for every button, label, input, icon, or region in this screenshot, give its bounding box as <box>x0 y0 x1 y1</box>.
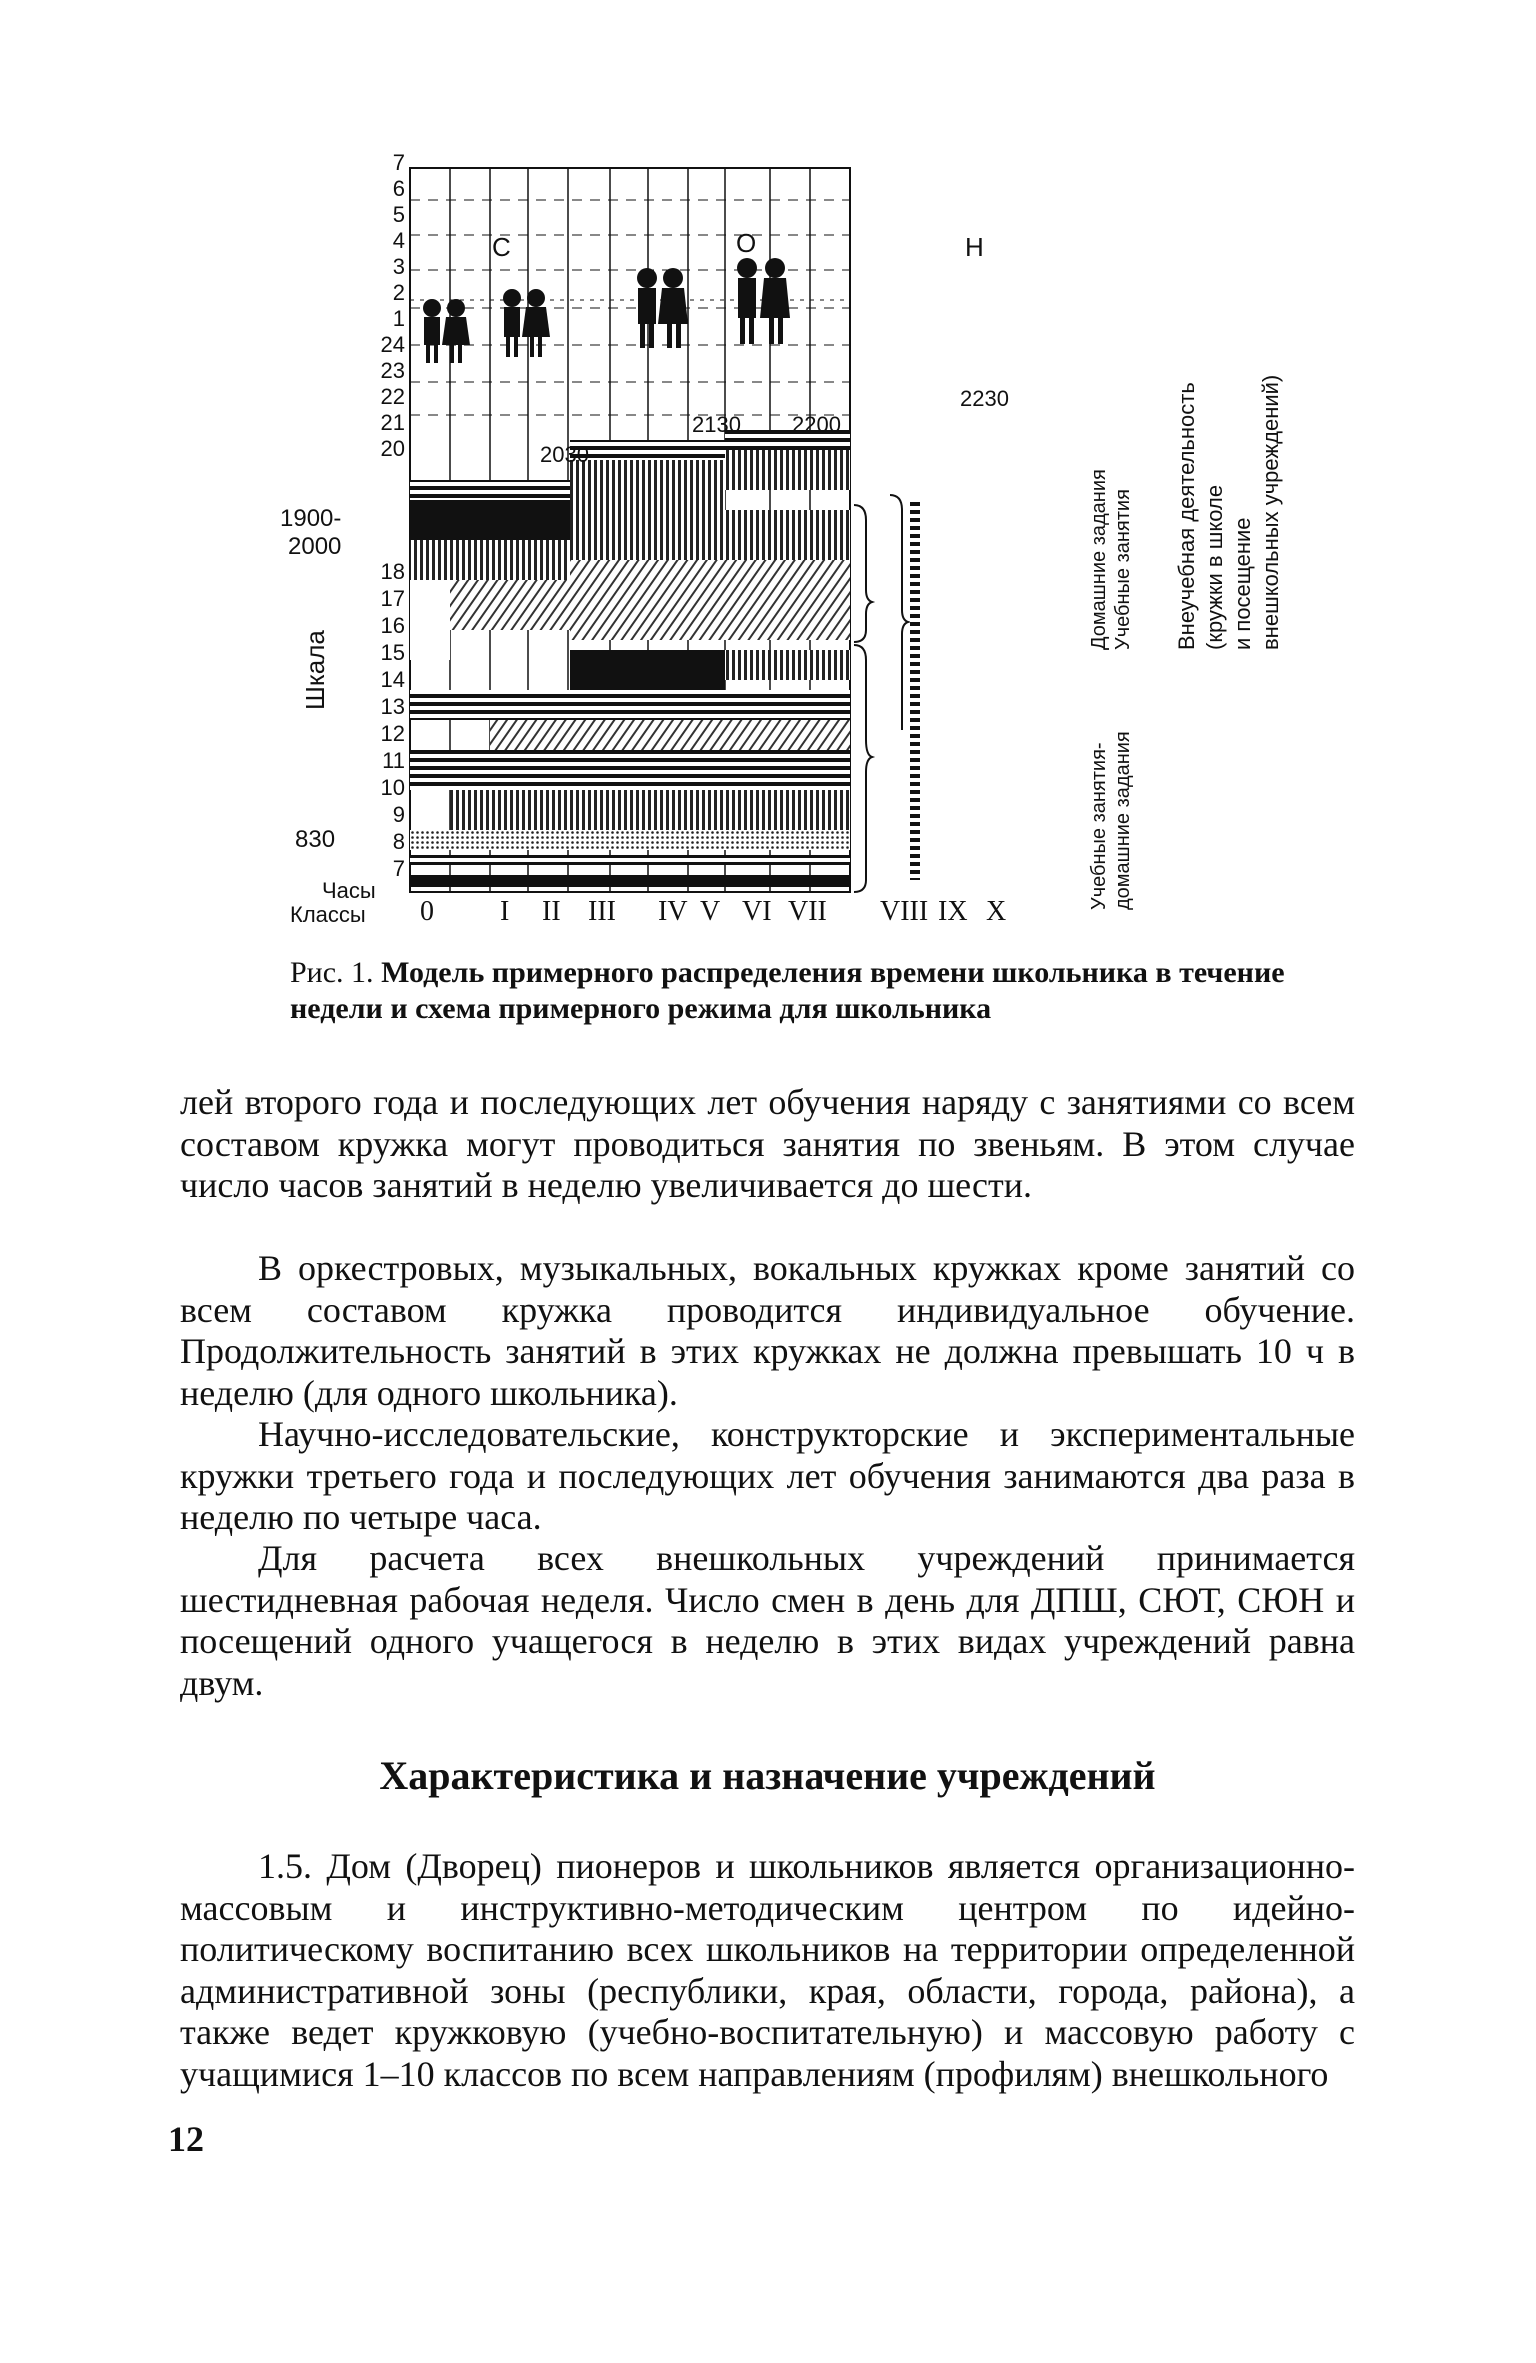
section-heading: Характеристика и назначение учреждений <box>379 1753 1156 1798</box>
y-axis-top <box>375 150 405 462</box>
tick-label: 5 <box>392 202 405 227</box>
class-label: V <box>700 896 721 927</box>
tick-label: 12 <box>380 721 405 746</box>
caption-text: Модель примерного распределения времени школьника в течение недели и схема примерного режима для школьника <box>290 956 1285 1025</box>
tick-label: 7 <box>392 150 405 175</box>
scale-label: Шкала <box>300 630 330 710</box>
figure <box>270 150 1300 950</box>
child-pair-icon <box>637 268 688 348</box>
children-icons <box>423 258 790 363</box>
class-label: X <box>986 896 1007 927</box>
tick-label: 11 <box>382 748 405 773</box>
tick-label: 22 <box>380 384 405 409</box>
class-label: 0 <box>420 896 434 927</box>
side-label-extra: и посещение <box>1230 517 1255 650</box>
bedtime-label: 2030 <box>540 442 589 467</box>
page-number: 12 <box>168 2119 204 2159</box>
section-paragraph: 1.5. Дом (Дворец) пионеров и школьников является организационно-массовым и инструктивно-методическим центром по идейно-политическому воспитанию всех школьников на территории определенной административной зоны (республики, края, области, города, района), а также ведет кружковую (учебно-воспитательную) и массовую работу с учащимися 1–10 классов по всем направлениям (профилям) внешкольного <box>180 1846 1355 2094</box>
bedtime-label: 2230 <box>960 386 1009 411</box>
paragraph: Для расчета всех внешкольных учреждений принимается шестидневная рабочая неделя. Число смен в день для ДПШ, СЮТ, СЮН и посещений одного учащегося в неделю в этих видах учреждений равна двум. <box>180 1538 1355 1703</box>
bedtime-label: 2130 <box>692 412 741 437</box>
class-label: VI <box>742 896 772 927</box>
caption-lead: Рис. 1. <box>290 956 374 989</box>
side-bar <box>910 500 920 880</box>
tick-label: 9 <box>392 802 405 827</box>
school-band <box>410 650 850 887</box>
class-label: IV <box>658 896 688 927</box>
side-label-lessons: Учебные занятия <box>1112 489 1134 650</box>
paragraph: Научно-исследовательские, конструкторские и экспериментальные кружки третьего года и последующих лет обучения занимаются два раза в неделю по четыре часа. <box>180 1414 1355 1537</box>
tick-label: 14 <box>380 667 405 692</box>
class-label: II <box>542 896 561 927</box>
tick-label: 23 <box>380 358 405 383</box>
tick-label: 16 <box>380 613 405 638</box>
side-label-extra: Внеучебная деятельность <box>1174 382 1199 650</box>
tick-label: 3 <box>392 254 405 279</box>
tick-label: 4 <box>392 228 405 253</box>
classes-label: Классы <box>290 902 366 927</box>
side-label-school: Учебные занятия- <box>1088 742 1110 910</box>
tick-label: 13 <box>380 694 405 719</box>
side-label-extra: (кружки в школе <box>1202 484 1227 650</box>
schedule-diagram <box>270 150 1300 950</box>
class-label: VII <box>788 896 827 927</box>
child-pair-icon <box>503 289 550 357</box>
sleep-label: О <box>736 228 757 258</box>
tick-label: 2 <box>392 280 405 305</box>
hours-label: Часы <box>322 878 376 903</box>
tick-label: 10 <box>380 775 405 800</box>
tick-label: 21 <box>380 410 405 435</box>
tick-label: 1 <box>392 306 405 331</box>
tick-label: 15 <box>380 640 405 665</box>
figure-caption <box>290 955 1300 1027</box>
tick-label: 24 <box>380 332 405 357</box>
y-axis-bottom <box>375 558 405 882</box>
class-label: VIII <box>880 896 929 927</box>
child-pair-icon <box>737 258 790 344</box>
side-label-school-homework: домашние задания <box>1112 731 1134 910</box>
tick-label: 17 <box>380 586 405 611</box>
time-2000: 2000 <box>288 533 342 560</box>
sleep-label: Н <box>965 232 984 262</box>
child-pair-icon <box>423 299 470 363</box>
tick-label: 7 <box>392 856 405 881</box>
bedtime-label: 2200 <box>792 412 841 437</box>
class-label: III <box>588 896 616 927</box>
paragraph: лей второго года и последующих лет обучения наряду с занятиями со всем составом кружка могут проводиться занятия по звеньям. В этом случае число часов занятий в неделю увеличивается до шести. <box>180 1082 1355 1205</box>
evening-blocks <box>410 430 850 580</box>
side-label-homework: Домашние задания <box>1088 469 1110 650</box>
time-1900: 1900- <box>280 505 342 532</box>
paragraph: В оркестровых, музыкальных, вокальных кружках кроме занятий со всем составом кружка проводится индивидуальное обучение. Продолжительность занятий в этих кружках не должна превышать 10 ч в неделю (для одного школьника). <box>180 1248 1355 1413</box>
class-label: I <box>500 896 510 927</box>
side-label-extra: внешкольных учреждений) <box>1258 374 1283 650</box>
tick-label: 18 <box>380 559 405 584</box>
tick-label: 6 <box>392 176 405 201</box>
sleep-label: С <box>492 232 511 262</box>
right-brackets <box>854 495 908 892</box>
tick-label: 8 <box>392 829 405 854</box>
class-label: IX <box>938 896 968 927</box>
tick-label: 20 <box>380 436 405 461</box>
time-830: 830 <box>295 826 336 853</box>
